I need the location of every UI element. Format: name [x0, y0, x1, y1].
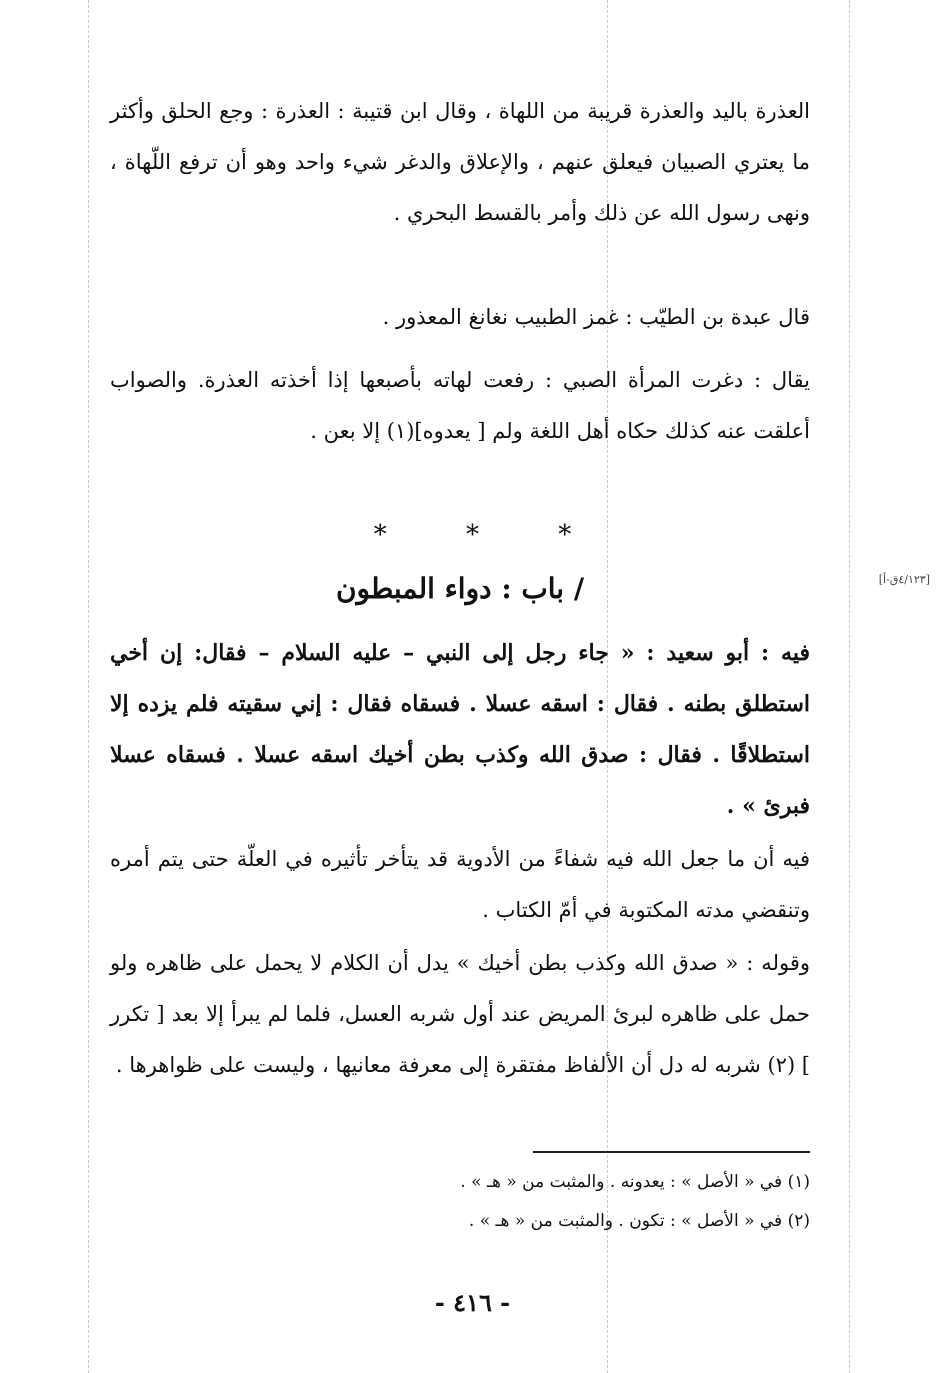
paragraph-4: فيه أن ما جعل الله فيه شفاءً من الأدوية قد يتأخر تأثيره في العلّة حتى يتم أمره وتنقضي مدته المكتوبة في أمّ الكتاب . [110, 847, 810, 922]
footnote-2: (٢) في « الأصل » : تكون . والمثبت من « هـ » . [468, 1211, 810, 1231]
page-number: - ٤١٦ - [434, 1288, 511, 1317]
section-separator [0, 520, 945, 550]
hadith-paragraph: فيه : أبو سعيد : « جاء رجل إلى النبي – عليه السلام – فقال: إن أخي استطلق بطنه . فقال : اسقه عسلا . فسقاه فقال : إني سقيته فلم يزده إلا استطلاقًا . فقال : صدق الله وكذب بطن أخيك اسقه عسلا . فسقاه عسلا فبرئ » . [110, 640, 810, 819]
paragraph-2: قال عبدة بن الطيّب : غمز الطبيب نغانغ المعذور . [382, 305, 810, 329]
separator-star: * [558, 520, 572, 550]
footnote-1: (١) في « الأصل » : يعدونه . والمثبت من « هـ » . [460, 1172, 810, 1192]
paragraph-3: يقال : دغرت المرأة الصبي : رفعت لهاته بأصبعها إذا أخذته العذرة. والصواب أعلقت عنه كذلك حكاه أهل اللغة ولم [ يعدوه](١) إلا بعن . [110, 368, 810, 443]
scan-guide-line [88, 0, 89, 1373]
margin-reference: [٤/١٢٣ق-أ] [878, 573, 930, 586]
paragraph-1: العذرة باليد والعذرة قريبة من اللهاة ، وقال ابن قتيبة : العذرة : وجع الحلق وأكثر ما يعتري الصبيان فيعلق عنهم ، والإعلاق والدغر شيء واحد وهو أن ترفع اللّهاة ، ونهى رسول الله عن ذلك وأمر بالقسط البحري . [110, 99, 810, 225]
chapter-heading: / باب : دواء المبطون [335, 572, 585, 605]
footnote-separator [533, 1151, 810, 1153]
separator-star: * [373, 520, 387, 550]
separator-star: * [466, 520, 479, 550]
paragraph-5: وقوله : « صدق الله وكذب بطن أخيك » يدل أن الكلام لا يحمل على ظاهره ولو حمل على ظاهره لبرئ المريض عند أول شربه العسل، فلما لم يبرأ إلا بعد [ تكرر ] (٢) شربه له دل أن الألفاظ مفتقرة إلى معرفة معانيها ، وليست على ظواهرها . [110, 951, 810, 1077]
scan-guide-line [849, 0, 850, 1373]
